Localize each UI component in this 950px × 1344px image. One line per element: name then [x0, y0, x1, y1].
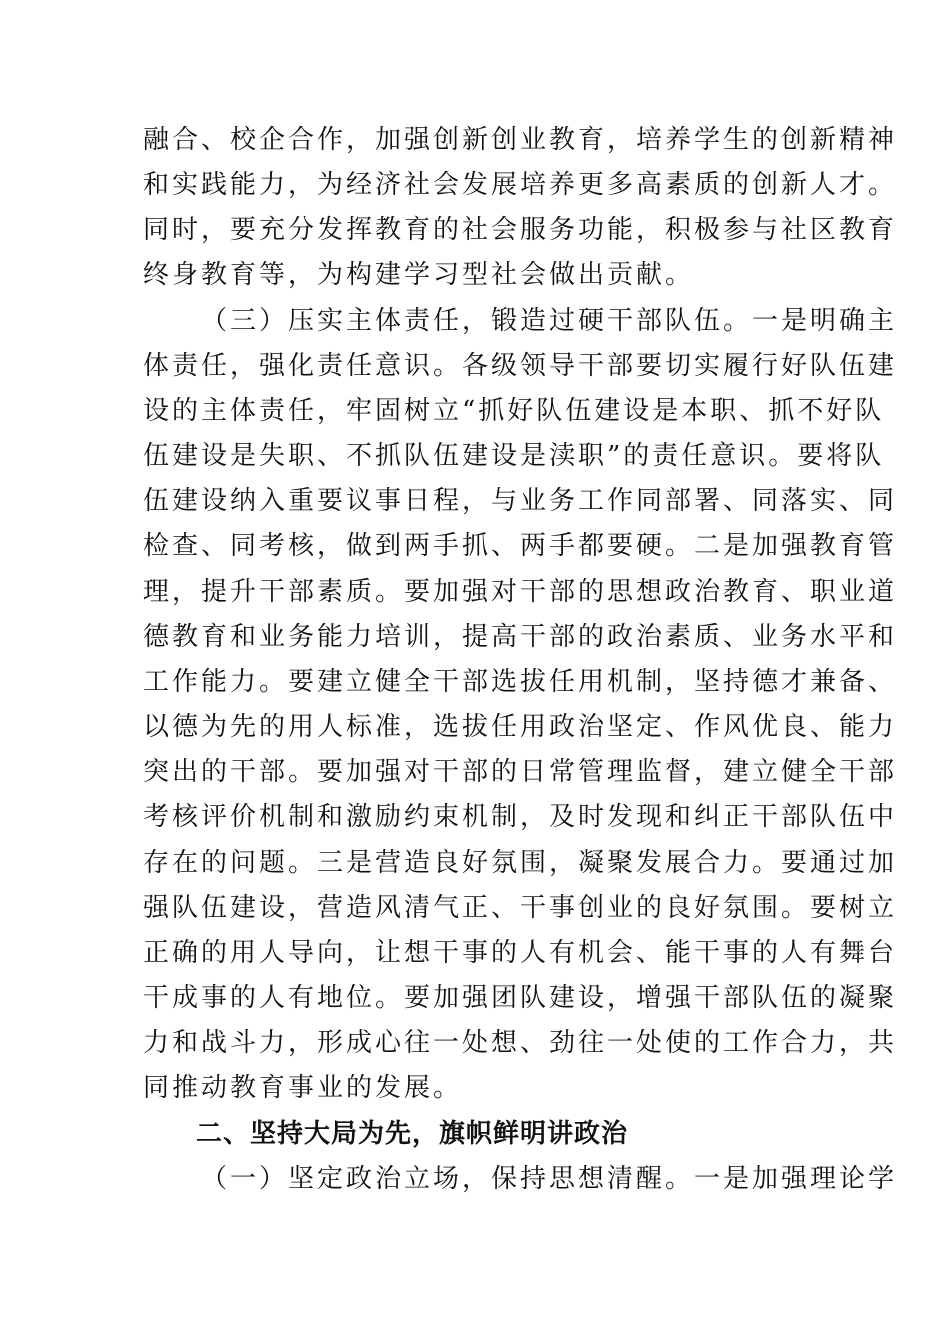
body-line-2: 和实践能力，为经济社会发展培养更多高素质的创新人才。 — [143, 170, 898, 200]
body-line-6: 体责任，强化责任意识。各级领导干部要切实履行好队伍建 — [143, 351, 898, 381]
section-heading: 二、坚持大局为先，旗帜鲜明讲政治 — [196, 1119, 629, 1149]
body-line-14: 以德为先的用人标准，选拔任用政治坚定、作风优良、能力 — [143, 712, 898, 742]
body-line-19: 正确的用人导向，让想干事的人有机会、能干事的人有舞台 — [143, 938, 898, 968]
body-line-20: 干成事的人有地位。要加强团队建设，增强干部队伍的凝聚 — [143, 983, 898, 1013]
body-line-11: 理，提升干部素质。要加强对干部的思想政治教育、职业道 — [143, 577, 898, 607]
body-line-1: 融合、校企合作，加强创新创业教育，培养学生的创新精神 — [143, 125, 898, 155]
body-line-12: 德教育和业务能力培训，提高干部的政治素质、业务水平和 — [143, 622, 898, 652]
body-line-22: 同推动教育事业的发展。 — [143, 1073, 463, 1103]
body-line-13: 工作能力。要建立健全干部选拔任用机制，坚持德才兼备、 — [143, 667, 898, 697]
body-line-4: 终身教育等，为构建学习型社会做出贡献。 — [143, 260, 695, 290]
body-line-15: 突出的干部。要加强对干部的日常管理监督，建立健全干部 — [143, 757, 898, 787]
body-line-9: 伍建设纳入重要议事日程，与业务工作同部署、同落实、同 — [143, 486, 898, 516]
body-line-3: 同时，要充分发挥教育的社会服务功能，积极参与社区教育 — [143, 215, 898, 245]
section-3-first-line: （三）压实主体责任，锻造过硬干部队伍。一是明确主 — [201, 306, 898, 336]
body-line-18: 强队伍建设，营造风清气正、干事创业的良好氛围。要树立 — [143, 893, 898, 923]
body-line-16: 考核评价机制和激励约束机制，及时发现和纠正干部队伍中 — [143, 802, 898, 832]
body-line-17: 存在的问题。三是营造良好氛围，凝聚发展合力。要通过加 — [143, 848, 898, 878]
body-line-7: 设的主体责任，牢固树立“抓好队伍建设是本职、抓不好队 — [143, 396, 885, 426]
body-line-8: 伍建设是失职、不抓队伍建设是渎职”的责任意识。要将队 — [143, 441, 885, 471]
subsection-first-line: （一）坚定政治立场，保持思想清醒。一是加强理论学 — [201, 1164, 898, 1194]
body-line-21: 力和战斗力，形成心往一处想、劲往一处使的工作合力，共 — [143, 1028, 898, 1058]
body-line-10: 检查、同考核，做到两手抓、两手都要硬。二是加强教育管 — [143, 531, 898, 561]
